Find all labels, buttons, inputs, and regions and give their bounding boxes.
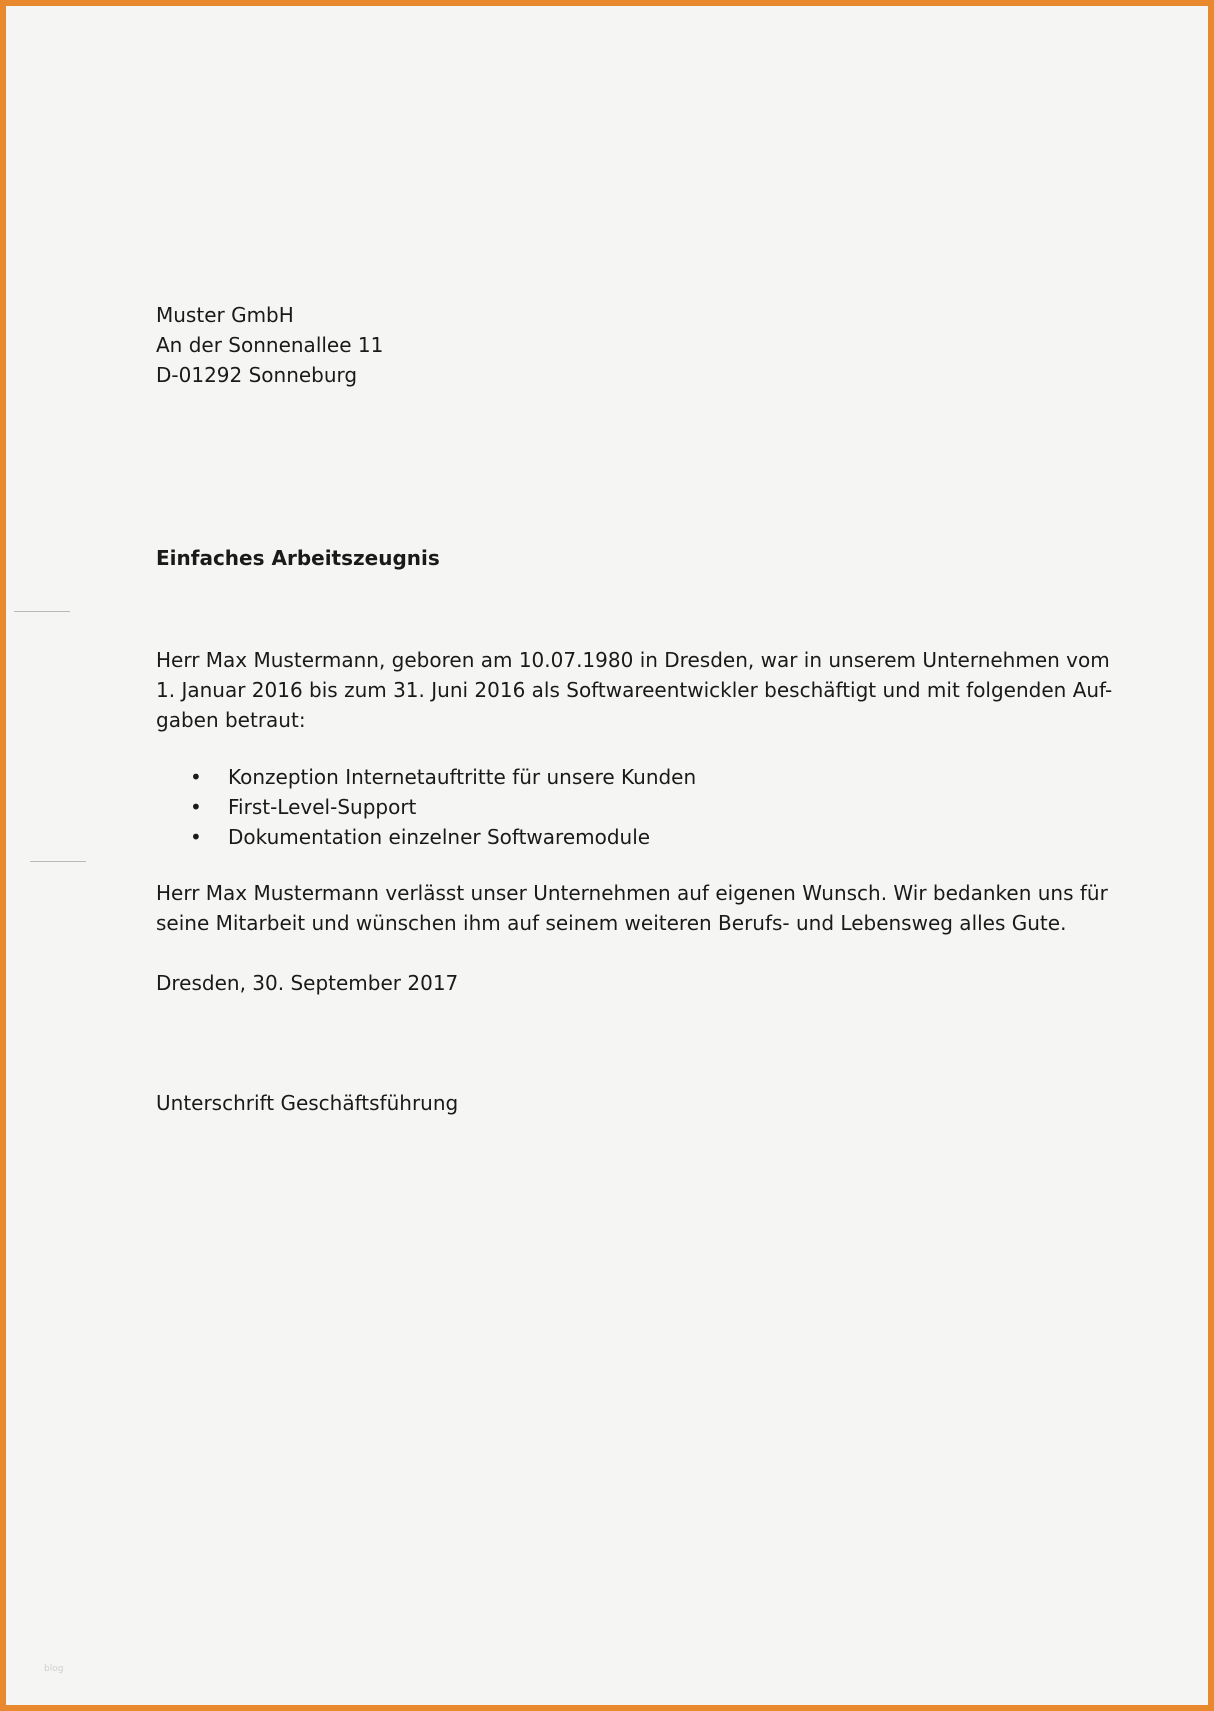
- task-text: Konzeption Internetauftritte für unsere Kunden: [228, 765, 697, 789]
- sender-address: [156, 300, 383, 390]
- list-item: [156, 822, 696, 852]
- sender-city: D-01292 Sonneburg: [156, 363, 358, 387]
- task-text: First-Level-Support: [228, 795, 417, 819]
- list-item: [156, 792, 696, 822]
- intro-paragraph: [156, 645, 1113, 735]
- place-date: Dresden, 30. September 2017: [156, 971, 459, 995]
- list-item: [156, 762, 696, 792]
- bullet-icon: •: [190, 825, 202, 849]
- sender-street: An der Sonnenallee 11: [156, 333, 384, 357]
- task-list: [156, 762, 696, 852]
- bullet-icon: •: [190, 795, 202, 819]
- document-title: Einfaches Arbeitszeugnis: [156, 546, 440, 570]
- intro-line: 1. Januar 2016 bis zum 31. Juni 2016 als Softwareentwickler beschäftigt und mit folgenden Auf-: [156, 678, 1113, 702]
- closing-paragraph: [156, 878, 1106, 938]
- intro-line: gaben betraut:: [156, 708, 306, 732]
- intro-line: Herr Max Mustermann, geboren am 10.07.1980 in Dresden, war in unserem Unternehmen vom: [156, 648, 1110, 672]
- fold-mark-middle: [30, 861, 86, 862]
- sender-company: Muster GmbH: [156, 303, 294, 327]
- fold-mark-top: [14, 611, 70, 612]
- signature-line: Unterschrift Geschäftsführung: [156, 1091, 459, 1115]
- task-text: Dokumentation einzelner Softwaremodule: [228, 825, 651, 849]
- bullet-icon: •: [190, 765, 202, 789]
- closing-line: seine Mitarbeit und wünschen ihm auf seinem weiteren Berufs- und Lebensweg alles Gute.: [156, 911, 1067, 935]
- closing-line: Herr Max Mustermann verlässt unser Unternehmen auf eigenen Wunsch. Wir bedanken uns für: [156, 881, 1108, 905]
- watermark: blog: [44, 1664, 64, 1674]
